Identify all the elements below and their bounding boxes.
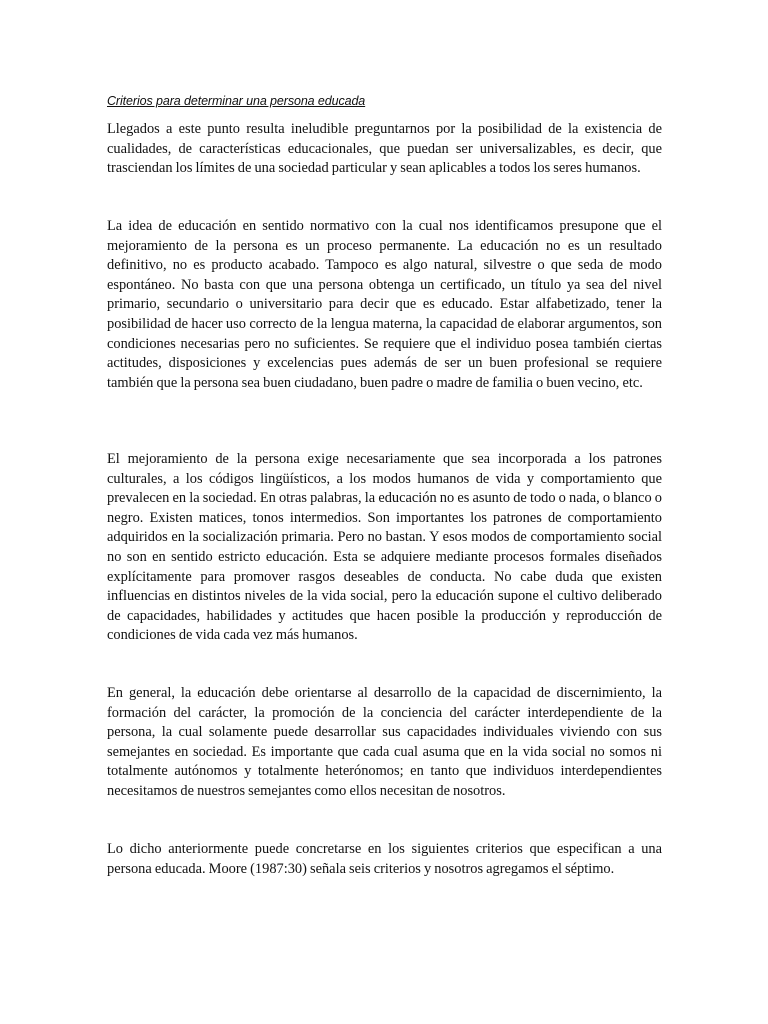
paragraph-5: Lo dicho anteriormente puede concretarse en los siguientes criterios que especifican a una persona educada. Moore (1987:30) señala seis criterios y nosotros agregamos el séptimo. — [107, 841, 662, 877]
section-heading: Criterios para determinar una persona educada — [107, 94, 366, 108]
paragraph-3: El mejoramiento de la persona exige necesariamente que sea incorporada a los patrones culturales, a los códigos lingüísticos, a los modos humanos de vida y comportamiento que prevalecen en la sociedad. En otras palabras, la educación no es asunto de todo o nada, o blanco o negro. Existen matices, tonos intermedios. Son importantes los patrones de comportamiento adquiridos en la socialización primaria. Pero no bastan. Y esos modos de comportamiento social no son en sentido estricto educación. Esta se adquiere mediante procesos formales diseñados explícitamente para promover rasgos deseables de conducta. No cabe duda que existen influencias en distintos niveles de la vida social, pero la educación supone el cultivo deliberado de capacidades, habilidades y actitudes que hacen posible la producción y reproducción de condiciones de vida cada vez más humanos. — [107, 451, 662, 644]
paragraph-4: En general, la educación debe orientarse al desarrollo de la capacidad de discernimiento, la formación del carácter, la promoción de la conciencia del carácter interdependiente de la persona, la cual solamente puede desarrollar sus capacidades individuales viviendo con sus semejantes en sociedad. Es importante que cada cual asuma que en la vida social no somos ni totalmente autónomos y totalmente heterónomos; en tanto que individuos interdependientes necesitamos de nuestros semejantes como ellos necesitan de nosotros. — [107, 685, 662, 799]
paragraph-1: Llegados a este punto resulta ineludible preguntarnos por la posibilidad de la existencia de cualidades, de características educacionales, que puedan ser universalizables, es decir, que trasciendan los límites de una sociedad particular y sean aplicables a todos los seres humanos. — [107, 121, 662, 177]
paragraph-2: La idea de educación en sentido normativo con la cual nos identificamos presupone que el mejoramiento de la persona es un proceso permanente. La educación no es un resultado definitivo, no es producto acabado. Tampoco es algo natural, silvestre o que seda de modo espontáneo. No basta con que una persona obtenga un certificado, un título ya sea del nivel primario, secundario o universitario para decir que es educado. Estar alfabetizado, tener la posibilidad de hacer uso correcto de la lengua materna, la capacidad de elaborar argumentos, son condiciones necesarias pero no suficientes. Se requiere que el individuo posea también ciertas actitudes, disposiciones y excelencias pues además de ser un buen profesional se requiere también que la persona sea buen ciudadano, buen padre o madre de familia o buen vecino, etc. — [107, 218, 662, 391]
